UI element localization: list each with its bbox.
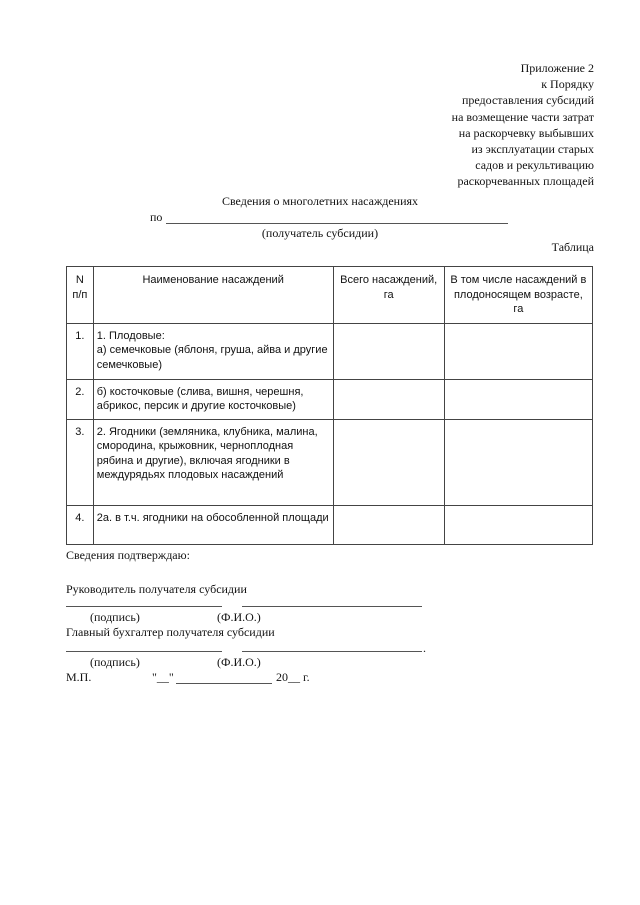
col-header-n <box>67 267 94 324</box>
date-day: "__" <box>152 670 174 684</box>
annex-line: из эксплуатации старых <box>471 142 594 157</box>
date-month-line[interactable] <box>176 683 272 684</box>
head-signature-line[interactable] <box>66 606 222 607</box>
document-title: Сведения о многолетних насаждениях <box>221 194 419 208</box>
accountant-signature-line[interactable] <box>66 651 222 652</box>
row-name: 2а. в т.ч. ягодники на обособленной площади <box>93 505 333 544</box>
accountant-fio-line[interactable] <box>242 651 422 652</box>
table-row <box>67 379 593 419</box>
col-header-fruiting <box>444 267 592 324</box>
cell-fruiting[interactable] <box>444 505 592 544</box>
row-name <box>93 323 333 379</box>
plantings-table <box>66 266 593 545</box>
accountant-label: Главный бухгалтер получателя субсидии <box>66 625 275 639</box>
col-header-name: Наименование насаждений <box>93 267 333 324</box>
table-header-row <box>67 267 593 324</box>
annex-line: Приложение 2 <box>520 61 594 75</box>
col-header-total <box>333 267 444 324</box>
table-label: Таблица <box>551 240 594 254</box>
table-row <box>67 505 593 544</box>
annex-line: на возмещение части затрат <box>451 109 594 124</box>
row-number: 1. <box>67 323 94 379</box>
po-label: по <box>150 210 163 224</box>
row-name: б) косточковые (слива, вишня, черешня, абрикос, персик и другие косточковые) <box>93 379 333 419</box>
accountant-fio-caption: (Ф.И.О.) <box>217 655 261 669</box>
head-fio-caption: (Ф.И.О.) <box>217 610 261 624</box>
recipient-underline <box>166 223 508 224</box>
date-year: 20__ г. <box>276 670 310 684</box>
row-number: 4. <box>67 505 94 544</box>
row-name: 2. Ягодники (земляника, клубника, малина, смородина, крыжовник, черноплодная рябина и другие), включая ягодники в междурядьях плодовых насаждений <box>93 419 333 505</box>
annex-line: раскорчеванных площадей <box>457 174 594 189</box>
accountant-line-dot: . <box>423 641 426 655</box>
cell-total[interactable] <box>333 379 444 419</box>
annex-line: на раскорчевку выбывших <box>458 125 594 140</box>
table-row <box>67 419 593 505</box>
row-name-text: 1. Плодовые: а) семечковые (яблоня, груша, айва и другие семечковые) <box>96 329 328 371</box>
cell-total[interactable] <box>333 323 444 379</box>
row-number: 3. <box>67 419 94 505</box>
recipient-caption: (получатель субсидии) <box>261 226 379 240</box>
recipient-line <box>150 210 162 225</box>
col-header-n-text: N п/п <box>72 274 88 301</box>
col-header-fruiting-text: В том числе насаждений в плодоносящем возрасте, га <box>450 274 587 315</box>
annex-line: предоставления субсидий <box>461 93 594 108</box>
cell-fruiting[interactable] <box>444 419 592 505</box>
row-number: 2. <box>67 379 94 419</box>
cell-fruiting[interactable] <box>444 379 592 419</box>
cell-fruiting[interactable] <box>444 323 592 379</box>
annex-block <box>452 60 594 190</box>
head-fio-line[interactable] <box>242 606 422 607</box>
table-row <box>67 323 593 379</box>
annex-line: к Порядку <box>541 77 594 92</box>
confirm-text: Сведения подтверждаю: <box>66 548 190 562</box>
stamp-label: М.П. <box>66 670 92 684</box>
accountant-sign-caption: (подпись) <box>90 655 140 669</box>
cell-total[interactable] <box>333 505 444 544</box>
col-header-total-text: Всего насаждений, га <box>340 274 438 301</box>
cell-total[interactable] <box>333 419 444 505</box>
annex-line: садов и рекультивацию <box>475 158 594 173</box>
head-sign-caption: (подпись) <box>90 610 140 624</box>
head-label: Руководитель получателя субсидии <box>66 582 247 596</box>
